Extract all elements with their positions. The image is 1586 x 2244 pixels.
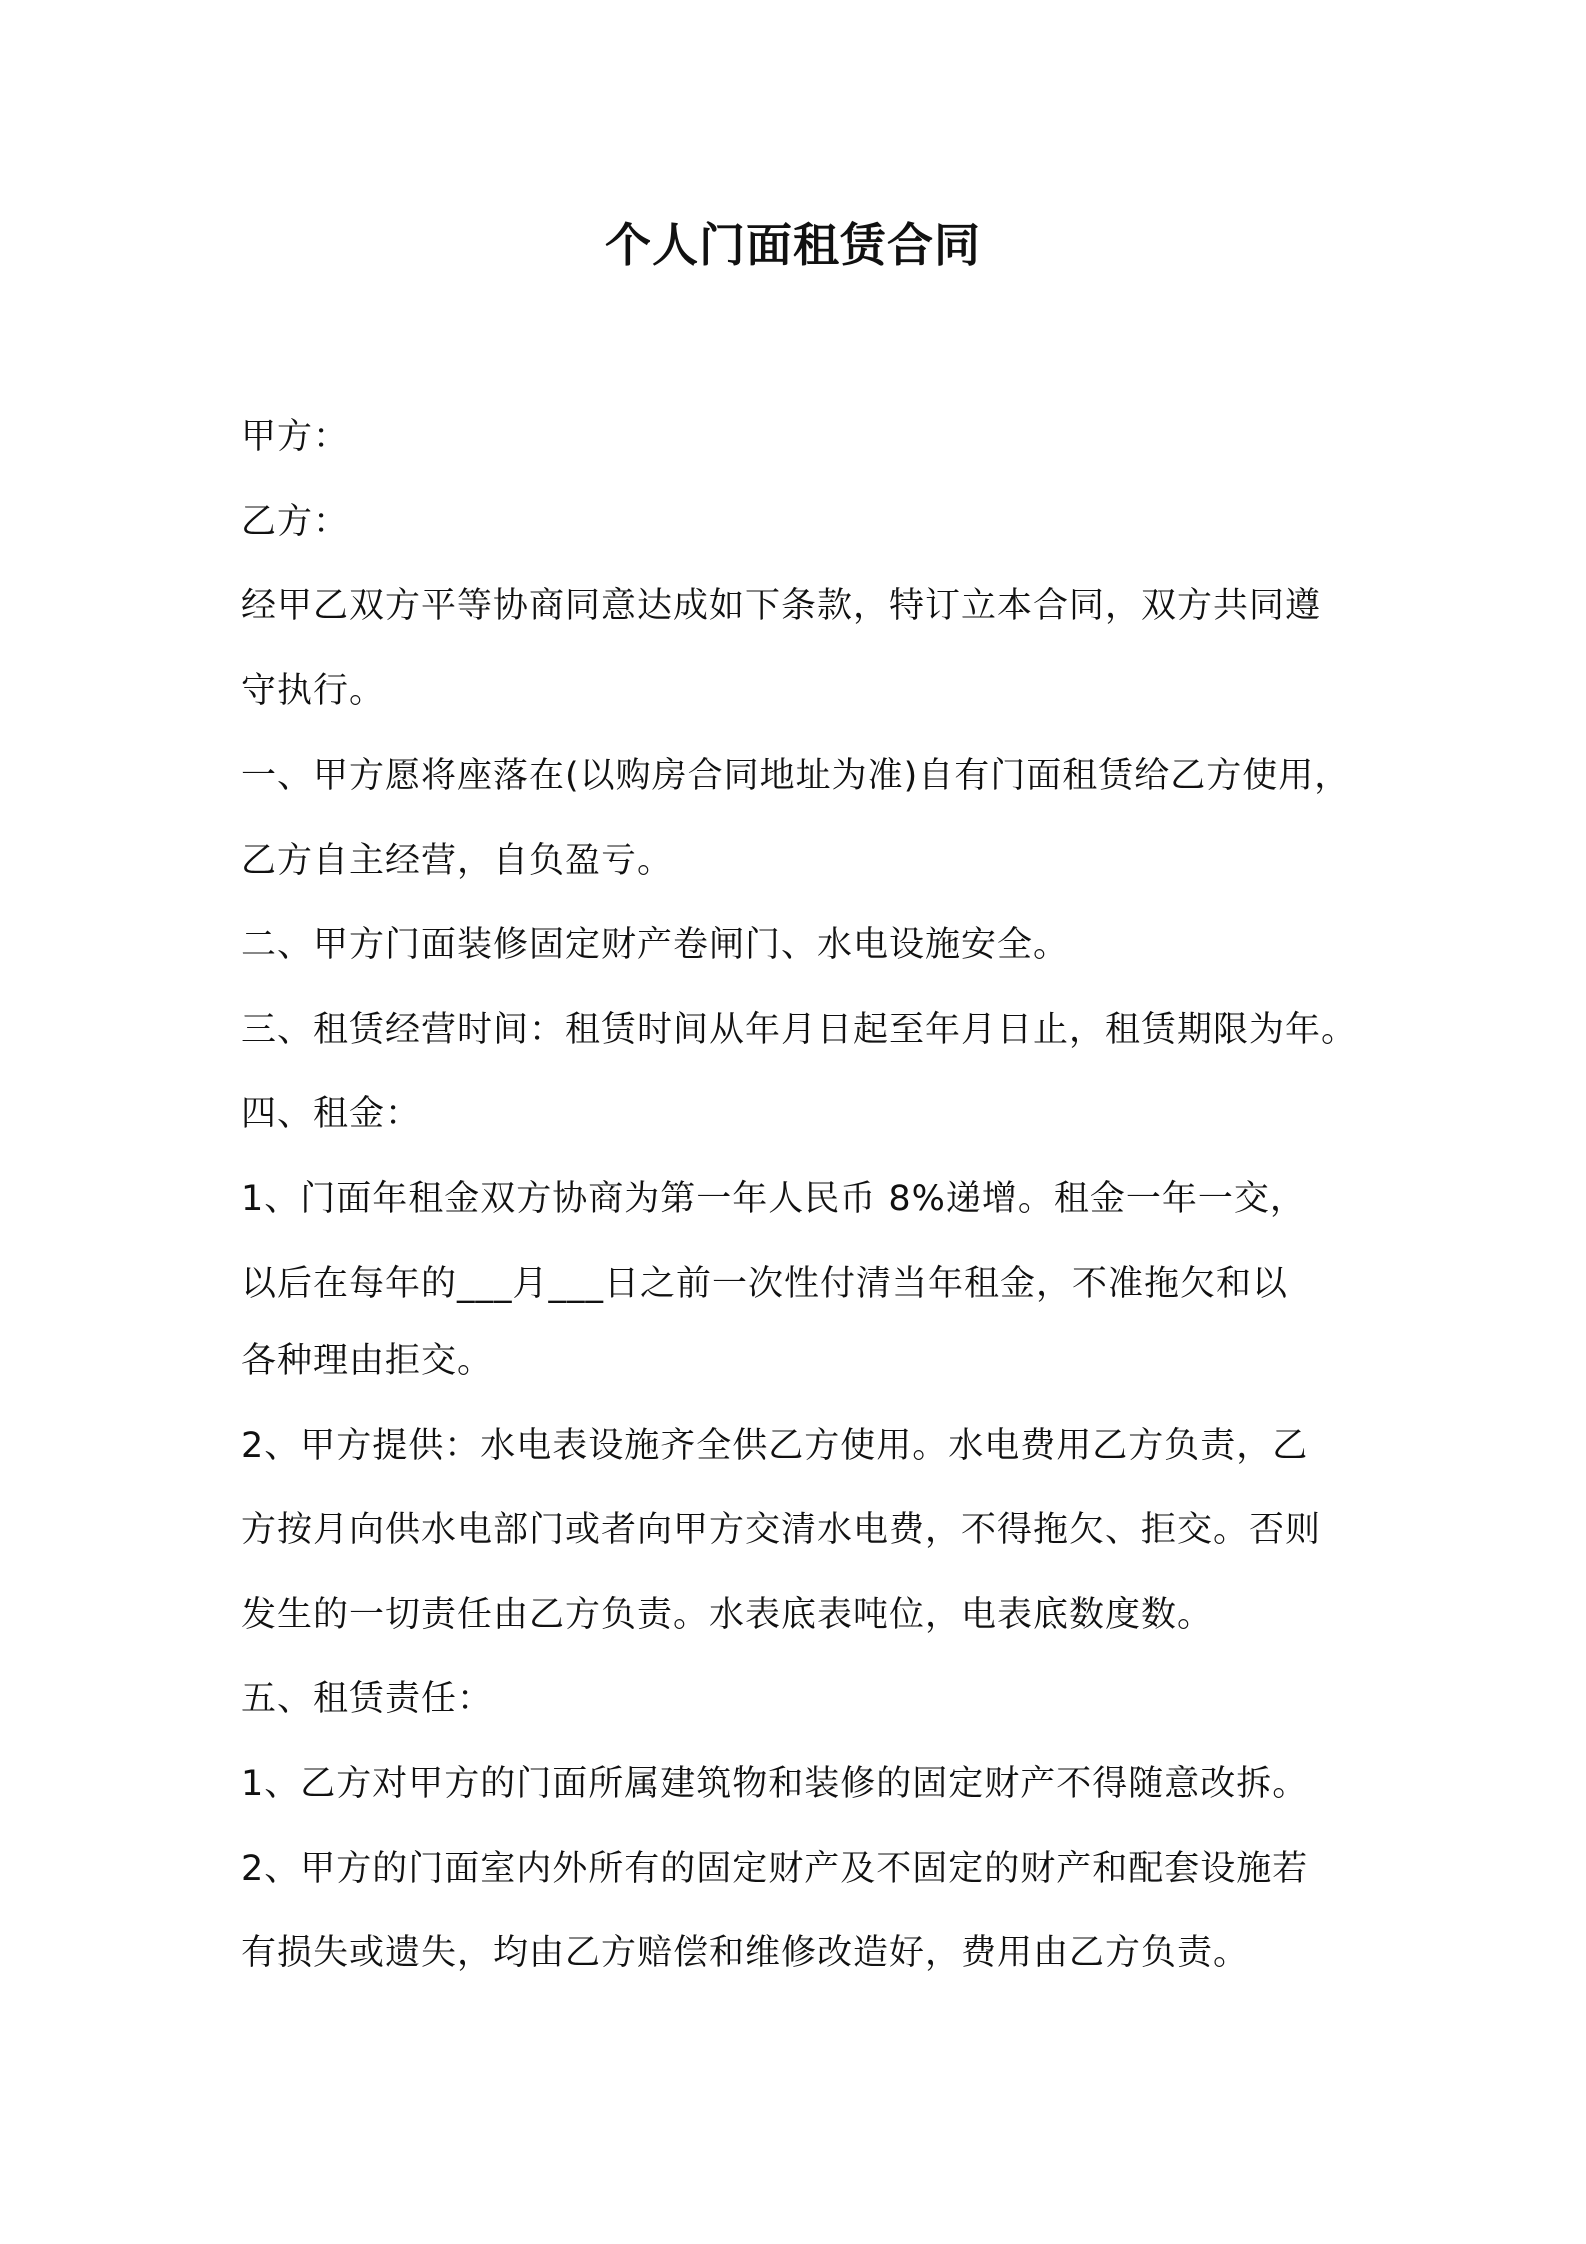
clause-4-1-line-3: 各种理由拒交。	[241, 1341, 494, 1381]
document-title: 个人门面租赁合同	[605, 218, 981, 272]
clause-2-line: 二、甲方门面装修固定财产卷闸门、水电设施安全。	[241, 925, 1070, 965]
clause-4-heading: 四、租金：	[241, 1094, 422, 1134]
party-a-line: 甲方：	[241, 417, 350, 457]
clause-3-line: 三、租赁经营时间：租赁时间从年月日起至年月日止，租赁期限为年。	[241, 1010, 1358, 1050]
clause-4-1-line-2: 以后在每年的___月___日之前一次性付清当年租金，不准拖欠和以	[241, 1264, 1289, 1304]
preamble-line-2: 守执行。	[241, 671, 386, 711]
clause-4-2-line-2: 方按月向供水电部门或者向甲方交清水电费，不得拖欠、拒交。否则	[241, 1510, 1322, 1550]
clause-1-line-2: 乙方自主经营，自负盈亏。	[241, 841, 674, 881]
clause-5-2-line-2: 有损失或遗失，均由乙方赔偿和维修改造好，费用由乙方负责。	[241, 1933, 1250, 1973]
preamble-line-1: 经甲乙双方平等协商同意达成如下条款，特订立本合同，双方共同遵	[241, 586, 1322, 626]
clause-5-1-line: 1、乙方对甲方的门面所属建筑物和装修的固定财产不得随意改拆。	[241, 1764, 1309, 1804]
clause-1-line-1: 一、甲方愿将座落在(以购房合同地址为准)自有门面租赁给乙方使用，	[241, 756, 1351, 796]
clause-5-heading: 五、租赁责任：	[241, 1679, 494, 1719]
clause-4-1-line-1: 1、门面年租金双方协商为第一年人民币 8%递增。租金一年一交，	[241, 1179, 1306, 1219]
clause-5-2-line-1: 2、甲方的门面室内外所有的固定财产及不固定的财产和配套设施若	[241, 1849, 1309, 1889]
clause-4-2-line-1: 2、甲方提供：水电表设施齐全供乙方使用。水电费用乙方负责，乙	[241, 1426, 1309, 1466]
party-b-line: 乙方：	[241, 502, 350, 542]
clause-4-2-line-3: 发生的一切责任由乙方负责。水表底表吨位，电表底数度数。	[241, 1595, 1214, 1635]
